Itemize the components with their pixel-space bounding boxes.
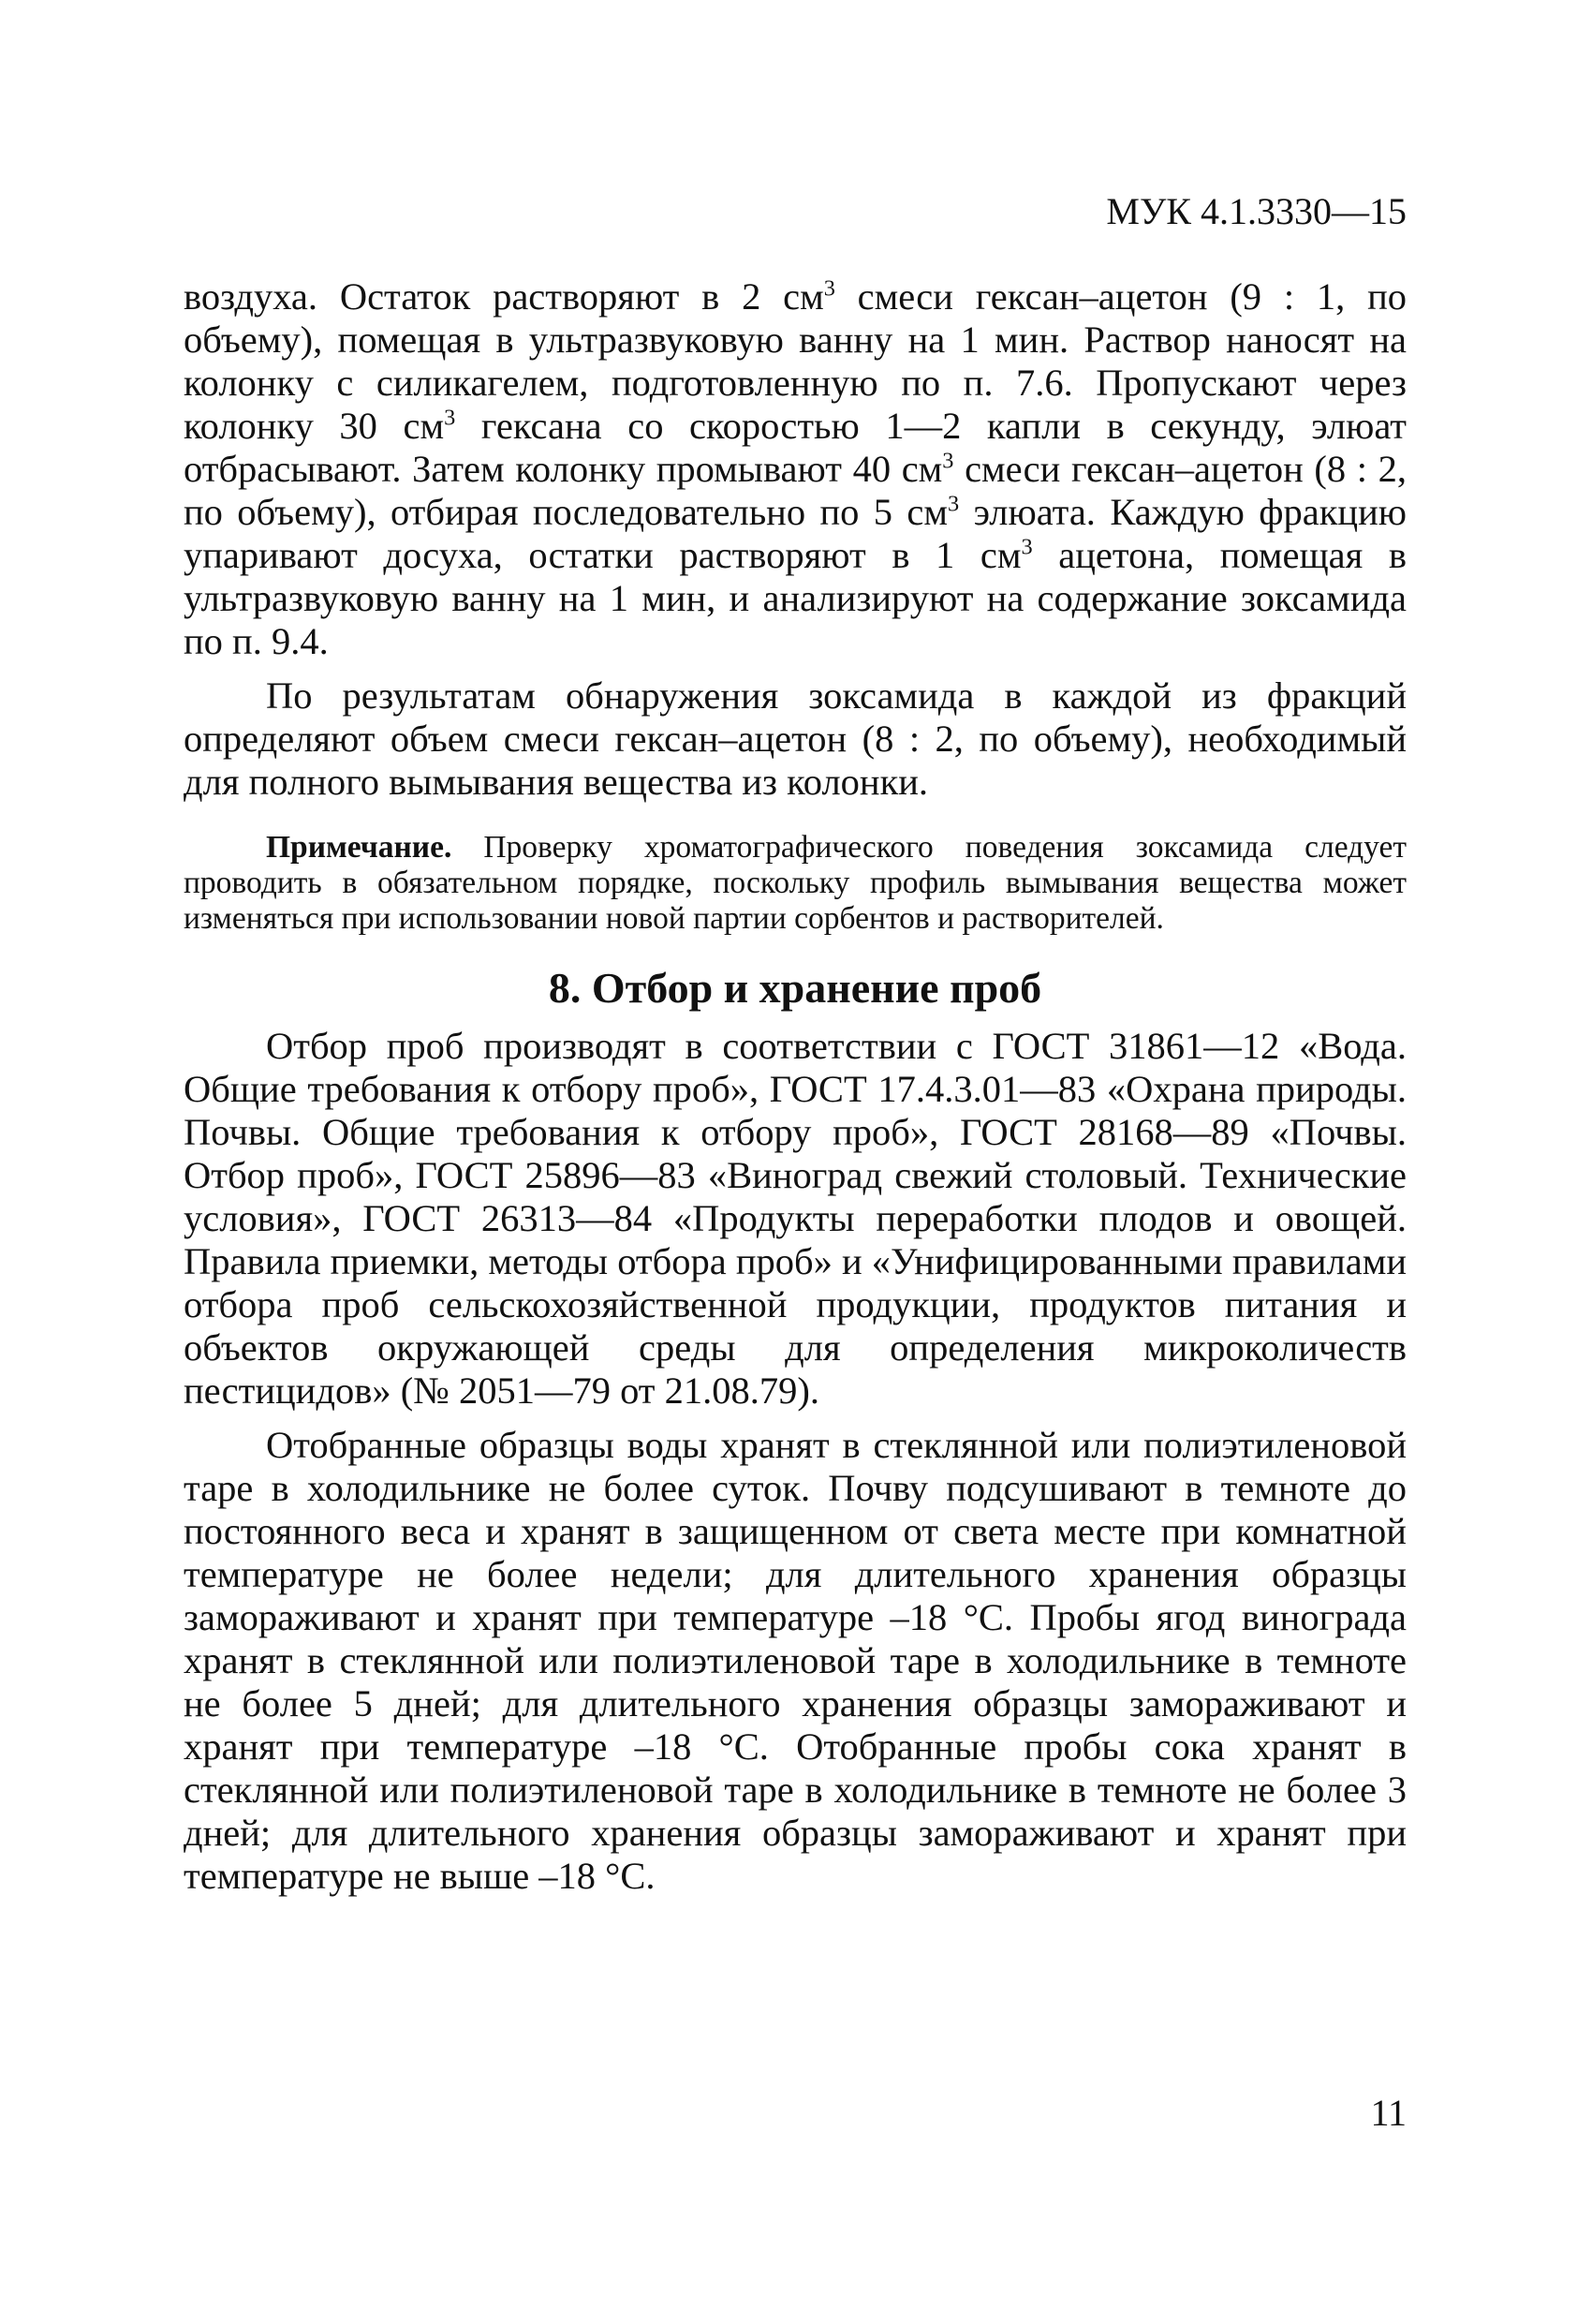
- section-8-body: [184, 1025, 1407, 1898]
- superscript: 3: [948, 491, 960, 517]
- page-number: 11: [1370, 2092, 1407, 2134]
- text-fragment: ацетона, помещая в ультразвуковую ванну на 1 мин, и анализируют на содержание зоксамида по п. 9.4.: [184, 534, 1407, 662]
- continuation-paragraph: [184, 275, 1407, 663]
- section-8-title: 8. Отбор и хранение проб: [548, 964, 1042, 1012]
- continuation-block: [184, 275, 1407, 937]
- text-fragment: гексана со скоростью 1—2 капли в секунду, элюат отбрасывают. Затем колонку промывают 40 см: [184, 405, 1407, 490]
- superscript: 3: [444, 405, 456, 431]
- storage-paragraph: Отобранные образцы воды хранят в стеклянной или полиэтиленовой таре в холодильнике не более суток. Почву подсушивают в темноте до постоянного веса и хранят в защищенном от света месте при комнатной температуре не более недели; для длительного хранения образцы замораживают и хранят при температуре –18 °С. Пробы ягод винограда хранят в стеклянной или полиэтиленовой таре в холодильнике в темноте не более 5 дней; для длительного хранения образцы замораживают и хранят при температуре –18 °С. Отобранные пробы сока хранят в стеклянной или полиэтиленовой таре в холодильнике в темноте не более 3 дней; для длительного хранения образцы замораживают и хранят при температуре не выше –18 °С.: [184, 1424, 1407, 1897]
- text-fragment: смеси гексан–ацетон (8 : 2, по объему), отбирая последовательно по 5 см: [184, 448, 1407, 533]
- note-label: Примечание.: [266, 830, 452, 865]
- sampling-paragraph: Отбор проб производят в соответствии с ГОСТ 31861—12 «Вода. Общие требования к отбору проб», ГОСТ 17.4.3.01—83 «Охрана природы. Почвы. Общие требования к отбору проб», ГОСТ 28168—89 «Почвы. Отбор проб», ГОСТ 25896—83 «Виноград свежий столовый. Технические условия», ГОСТ 26313—84 «Продукты переработки плодов и овощей. Правила приемки, методы отбора проб» и «Унифицированными правилами отбора проб сельскохозяйственной продукции, продуктов питания и объектов окружающей среды для определения микроколичеств пестицидов» (№ 2051—79 от 21.08.79).: [184, 1025, 1407, 1412]
- superscript: 3: [823, 275, 835, 302]
- text-fragment: элюата. Каждую фракцию упаривают досуха, остатки растворяют в 1 см: [184, 491, 1407, 576]
- document-code-header: МУК 4.1.3330—15: [1106, 190, 1407, 232]
- text-fragment: воздуха. Остаток растворяют в 2 см: [184, 275, 824, 318]
- note-text: Проверку хроматографического поведения зоксамида следует проводить в обязательном порядке, поскольку профиль вымывания вещества может изменяться при использовании новой партии сорбентов и растворителей.: [184, 830, 1407, 936]
- note-paragraph: [184, 830, 1407, 937]
- superscript: 3: [1021, 534, 1033, 560]
- text-fragment: смеси гексан–ацетон (9 : 1, по объему), помещая в ультразвуковую ванну на 1 мин. Раствор наносят на колонку с силикагелем, подготовленную по п. 7.6. Пропускают через колонку 30 см: [184, 275, 1407, 447]
- superscript: 3: [942, 448, 954, 474]
- elution-volume-paragraph: По результатам обнаружения зоксамида в каждой из фракций определяют объем смеси гексан–ацетон (8 : 2, по объему), необходимый для полного вымывания вещества из колонки.: [184, 674, 1407, 803]
